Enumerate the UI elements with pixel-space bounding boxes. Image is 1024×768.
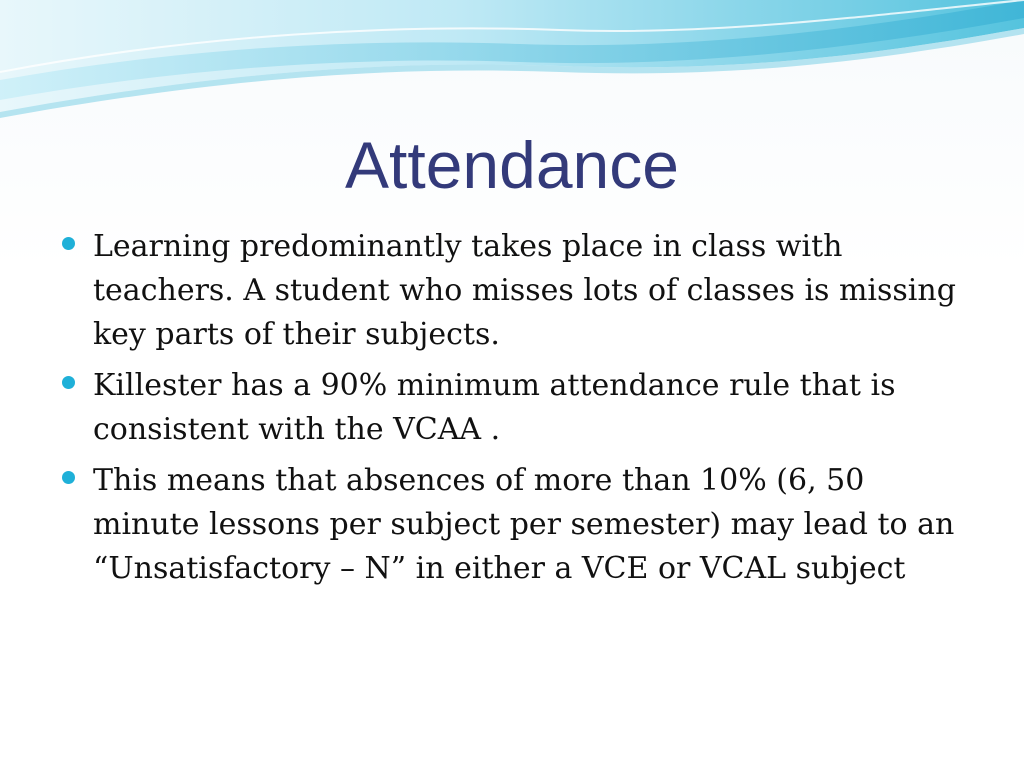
bullet-dot-icon bbox=[62, 376, 75, 389]
bullet-item bbox=[60, 459, 960, 591]
bullet-text: Learning predominantly takes place in class with teachers. A student who misses lots of classes is missing key parts of their subjects. bbox=[93, 229, 956, 352]
slide-title: Attendance bbox=[345, 128, 679, 202]
bullet-item bbox=[60, 364, 960, 452]
bullet-text: This means that absences of more than 10% (6, 50 minute lessons per subject per semester) may lead to an “Unsatisfactory – N” in either a VCE or VCAL subject bbox=[93, 463, 955, 586]
top-wave-decoration bbox=[0, 0, 1024, 130]
bullet-list bbox=[60, 225, 960, 598]
bullet-dot-icon bbox=[62, 237, 75, 250]
bullet-dot-icon bbox=[62, 471, 75, 484]
bullet-item bbox=[60, 225, 960, 357]
bullet-text: Killester has a 90% minimum attendance rule that is consistent with the VCAA . bbox=[93, 368, 896, 447]
